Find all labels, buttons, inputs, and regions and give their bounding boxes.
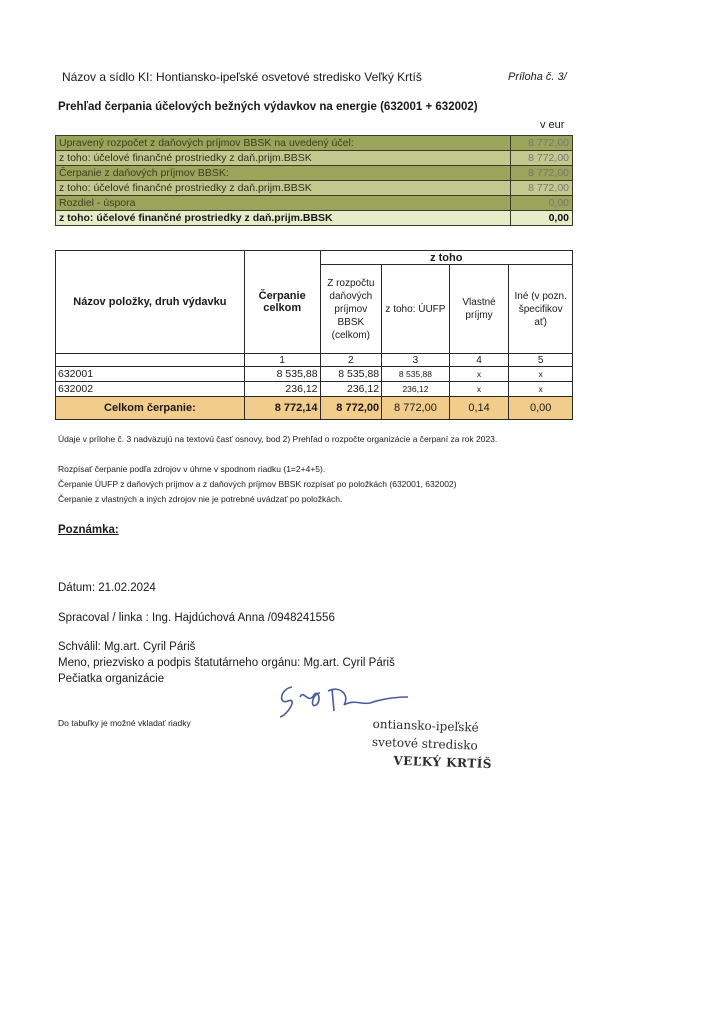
note-instruction: Čerpanie z vlastných a iných zdrojov nie je potrebné uvádzať po položkách. xyxy=(58,494,343,504)
budget-row-label: Rozdiel - úspora xyxy=(56,196,511,211)
total-uufp: 8 772,00 xyxy=(382,397,450,420)
col-number-empty xyxy=(56,354,245,367)
budget-row-value: 0,00 xyxy=(511,211,573,226)
total-row xyxy=(56,397,573,420)
date-line: Dátum: 21.02.2024 xyxy=(58,582,156,594)
row-uufp: 8 535,88 xyxy=(382,367,450,382)
row-other: x xyxy=(509,367,573,382)
row-bbsk: 236,12 xyxy=(320,382,382,397)
col-header-other: Iné (v pozn. špecifikov ať) xyxy=(509,265,573,354)
budget-row-value: 8 772,00 xyxy=(511,166,573,181)
organization-stamp xyxy=(371,715,493,773)
row-own: x xyxy=(449,382,509,397)
expenditure-table xyxy=(55,250,573,420)
report-subtitle: Prehľad čerpania účelových bežných výdavkov na energie (632001 + 632002) xyxy=(58,101,478,113)
total-own: 0,14 xyxy=(449,397,509,420)
total-bbsk: 8 772,00 xyxy=(320,397,382,420)
stamp-line: ontiansko-ipeľské xyxy=(372,716,480,735)
approved-by-line: Schválil: Mg.art. Cyril Páriš xyxy=(58,641,196,653)
seal-label: Pečiatka organizácie xyxy=(58,673,165,685)
row-uufp: 236,12 xyxy=(382,382,450,397)
total-total: 8 772,14 xyxy=(244,397,320,420)
col-number: 3 xyxy=(382,354,450,367)
total-label: Celkom čerpanie: xyxy=(56,397,245,420)
row-other: x xyxy=(509,382,573,397)
budget-row-label: Čerpanie z daňových príjmov BBSK: xyxy=(56,166,511,181)
col-number: 4 xyxy=(449,354,509,367)
row-own: x xyxy=(449,367,509,382)
budget-row-label: z toho: účelové finančné prostriedky z daň.prijm.BBSK xyxy=(56,181,511,196)
prepared-by-line: Spracoval / linka : Ing. Hajdúchová Anna /0948241556 xyxy=(58,612,335,624)
col-number: 2 xyxy=(320,354,382,367)
budget-summary-table xyxy=(55,135,573,226)
col-header-bbsk: Z rozpočtu daňových príjmov BBSK (celkom) xyxy=(320,265,382,354)
budget-row-label: z toho: účelové finančné prostriedky z daň.prijm.BBSK xyxy=(56,151,511,166)
total-other: 0,00 xyxy=(509,397,573,420)
row-name: 632001 xyxy=(56,367,245,382)
budget-row xyxy=(56,181,573,196)
col-number: 5 xyxy=(509,354,573,367)
table-row xyxy=(56,382,573,397)
table-row xyxy=(56,367,573,382)
row-bbsk: 8 535,88 xyxy=(320,367,382,382)
budget-row-value: 8 772,00 xyxy=(511,136,573,151)
row-total: 8 535,88 xyxy=(244,367,320,382)
appendix-label: Príloha č. 3/ xyxy=(508,71,567,83)
budget-row-value: 8 772,00 xyxy=(511,151,573,166)
col-number: 1 xyxy=(244,354,320,367)
row-total: 236,12 xyxy=(244,382,320,397)
budget-row-value: 0,00 xyxy=(511,196,573,211)
statutory-line: Meno, priezvisko a podpis štatutárneho orgánu: Mg.art. Cyril Páriš xyxy=(58,657,395,669)
budget-row xyxy=(56,211,573,226)
budget-row xyxy=(56,136,573,151)
col-header-group: z toho xyxy=(320,251,572,265)
budget-row xyxy=(56,196,573,211)
stamp-line: svetové stredisko xyxy=(371,734,478,753)
note-source: Údaje v prílohe č. 3 nadväzujú na textovú časť osnovy, bod 2) Prehľad o rozpočte organizácie a čerpaní za rok 2023. xyxy=(58,434,498,444)
col-header-name: Názov položky, druh výdavku xyxy=(56,251,245,354)
budget-row-label: Upravený rozpočet z daňových príjmov BBSK na uvedený účel: xyxy=(56,136,511,151)
stamp-line: VEĽKÝ KRTÍŠ xyxy=(393,753,493,772)
budget-row xyxy=(56,166,573,181)
row-name: 632002 xyxy=(56,382,245,397)
budget-row-label: z toho: účelové finančné prostriedky z daň.prijm.BBSK xyxy=(56,211,511,226)
note-instruction: Čerpanie ÚUFP z daňových príjmov a z daňových príjmov BBSK rozpísať po položkách (632001, 632002) xyxy=(58,479,457,489)
budget-row-value: 8 772,00 xyxy=(511,181,573,196)
poznamka-heading: Poznámka: xyxy=(58,524,119,536)
col-header-uufp: z toho: ÚUFP xyxy=(382,265,450,354)
currency-unit: v eur xyxy=(540,119,565,131)
note-instruction: Rozpísať čerpanie podľa zdrojov v úhrne v spodnom riadku (1=2+4+5). xyxy=(58,464,326,474)
budget-row xyxy=(56,151,573,166)
document-title: Názov a sídlo KI: Hontiansko-ipeľské osvetové stredisko Veľký Krtíš xyxy=(62,70,422,84)
rows-note: Do tabuľky je možné vkladať riadky xyxy=(58,718,191,728)
col-header-total: Čerpanie celkom xyxy=(244,251,320,354)
col-header-own: Vlastné príjmy xyxy=(449,265,509,354)
